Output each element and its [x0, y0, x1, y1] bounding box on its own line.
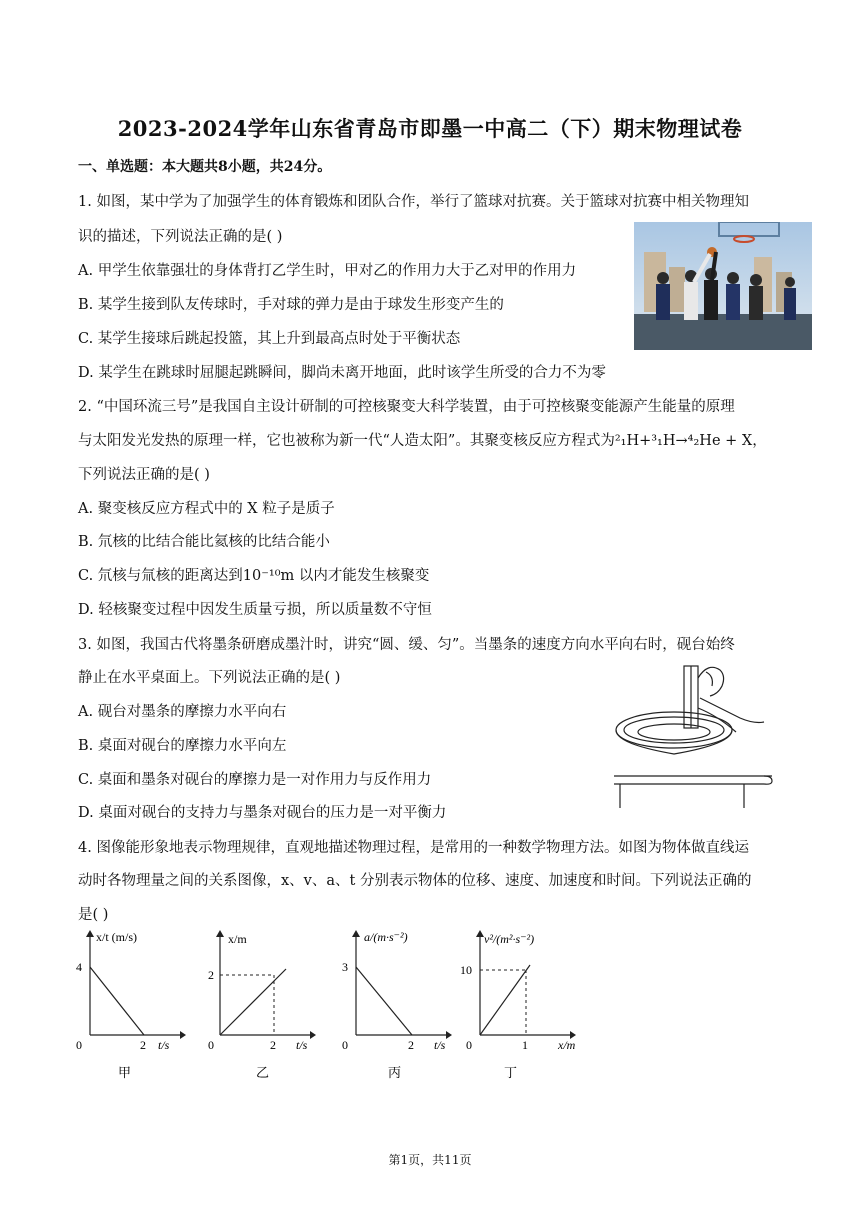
graph-yi-xtick: 2 — [270, 1038, 276, 1052]
q2-option-b: B. 氘核的比结合能比氦核的比结合能小 — [78, 534, 330, 550]
q1-option-d: D. 某学生在跳球时屈腿起跳瞬间，脚尚未离开地面，此时该学生所受的合力不为零 — [78, 365, 606, 381]
q3-stem-line1: 3. 如图，我国古代将墨条研磨成墨汁时，讲究“圆、缓、匀”。当墨条的速度方向水平向右时，砚台始终 — [78, 637, 735, 653]
q4-stem-line1: 4. 图像能形象地表示物理规律，直观地描述物理过程，是常用的一种数学物理方法。如图为物体做直线运 — [78, 840, 749, 856]
basketball-photo — [634, 222, 812, 350]
q1-option-a: A. 甲学生依靠强壮的身体背打乙学生时，甲对乙的作用力大于乙对甲的作用力 — [78, 263, 577, 279]
graph-jia-ylabel: x/t (m/s) — [96, 930, 137, 944]
q2-stem-line1: 2. “中国环流三号”是我国自主设计研制的可控核聚变大科学装置，由于可控核聚变能源产生能量的原理 — [78, 399, 735, 415]
graph-bing-origin: 0 — [342, 1038, 348, 1052]
section-heading: 一、单选题：本大题共8小题，共24分。 — [78, 159, 332, 175]
exam-title: 2023-2024学年山东省青岛市即墨一中高二（下）期末物理试卷 — [117, 116, 743, 141]
graph-ding-caption: 丁 — [504, 1065, 518, 1080]
graph-jia-ytick: 4 — [76, 960, 82, 974]
graph-jia — [72, 925, 187, 1085]
q2-option-d: D. 轻核聚变过程中因发生质量亏损，所以质量数不守恒 — [78, 602, 432, 618]
graph-jia-caption: 甲 — [118, 1065, 132, 1080]
graph-yi-origin: 0 — [208, 1038, 214, 1052]
q3-option-c: C. 桌面和墨条对砚台的摩擦力是一对作用力与反作用力 — [78, 772, 432, 788]
q1-option-b: B. 某学生接到队友传球时，手对球的弹力是由于球发生形变产生的 — [78, 297, 504, 313]
q3-option-d: D. 桌面对砚台的支持力与墨条对砚台的压力是一对平衡力 — [78, 805, 447, 821]
q2-stem-line2 — [78, 429, 767, 450]
graph-yi-ylabel: x/m — [228, 932, 247, 946]
q3-stem-line2: 静止在水平桌面上。下列说法正确的是( ) — [78, 670, 341, 686]
graph-ding-xtick: 1 — [522, 1038, 528, 1052]
graph-ding-xlabel: x/m — [558, 1038, 576, 1052]
q1-stem-line2: 识的描述，下列说法正确的是( ) — [78, 229, 283, 245]
graph-yi-ytick: 2 — [208, 968, 214, 982]
inkstone-figure — [612, 658, 777, 810]
q4-stem-line3: 是( ) — [78, 907, 109, 923]
graph-bing-caption: 丙 — [388, 1065, 402, 1080]
q2-equation: ²₁H+³₁H→⁴₂He + X， — [614, 433, 767, 449]
q1-stem-line1: 1. 如图，某中学为了加强学生的体育锻炼和团队合作，举行了篮球对抗赛。关于篮球对抗赛中相关物理知 — [78, 194, 749, 210]
q2-option-a: A. 聚变核反应方程式中的 X 粒子是质子 — [78, 501, 335, 517]
graph-ding-origin: 0 — [466, 1038, 472, 1052]
graph-yi — [200, 925, 325, 1085]
q3-option-b: B. 桌面对砚台的摩擦力水平向左 — [78, 738, 287, 754]
graph-bing-ytick: 3 — [342, 960, 348, 974]
graph-bing-xtick: 2 — [408, 1038, 414, 1052]
graph-jia-xlabel: t/s — [158, 1038, 170, 1052]
graph-ding-ylabel: v²/(m²·s⁻²) — [484, 932, 535, 946]
graph-yi-caption: 乙 — [256, 1065, 270, 1080]
graph-jia-origin: 0 — [76, 1038, 82, 1052]
q3-option-a: A. 砚台对墨条的摩擦力水平向右 — [78, 704, 287, 720]
graph-yi-xlabel: t/s — [296, 1038, 308, 1052]
graph-bing-xlabel: t/s — [434, 1038, 446, 1052]
q2-stem-line3: 下列说法正确的是( ) — [78, 467, 210, 483]
graph-ding — [458, 925, 598, 1085]
q2-stem-line2-text: 与太阳发光发热的原理一样，它也被称为新一代“人造太阳”。其聚变核反应方程式为 — [78, 433, 615, 449]
graph-bing — [338, 925, 463, 1085]
graph-ding-ytick: 10 — [460, 963, 472, 977]
q1-option-c: C. 某学生接球后跳起投篮，其上升到最高点时处于平衡状态 — [78, 331, 461, 347]
q4-stem-line2: 动时各物理量之间的关系图像，x、v、a、t 分别表示物体的位移、速度、加速度和时间。下列说法正确的 — [78, 873, 752, 889]
page-footer: 第1页，共11页 — [388, 1153, 472, 1167]
graph-bing-ylabel: a/(m·s⁻²) — [364, 930, 408, 944]
graph-jia-xtick: 2 — [140, 1038, 146, 1052]
q2-option-c: C. 氘核与氚核的距离达到10⁻¹⁰m 以内才能发生核聚变 — [78, 568, 430, 584]
